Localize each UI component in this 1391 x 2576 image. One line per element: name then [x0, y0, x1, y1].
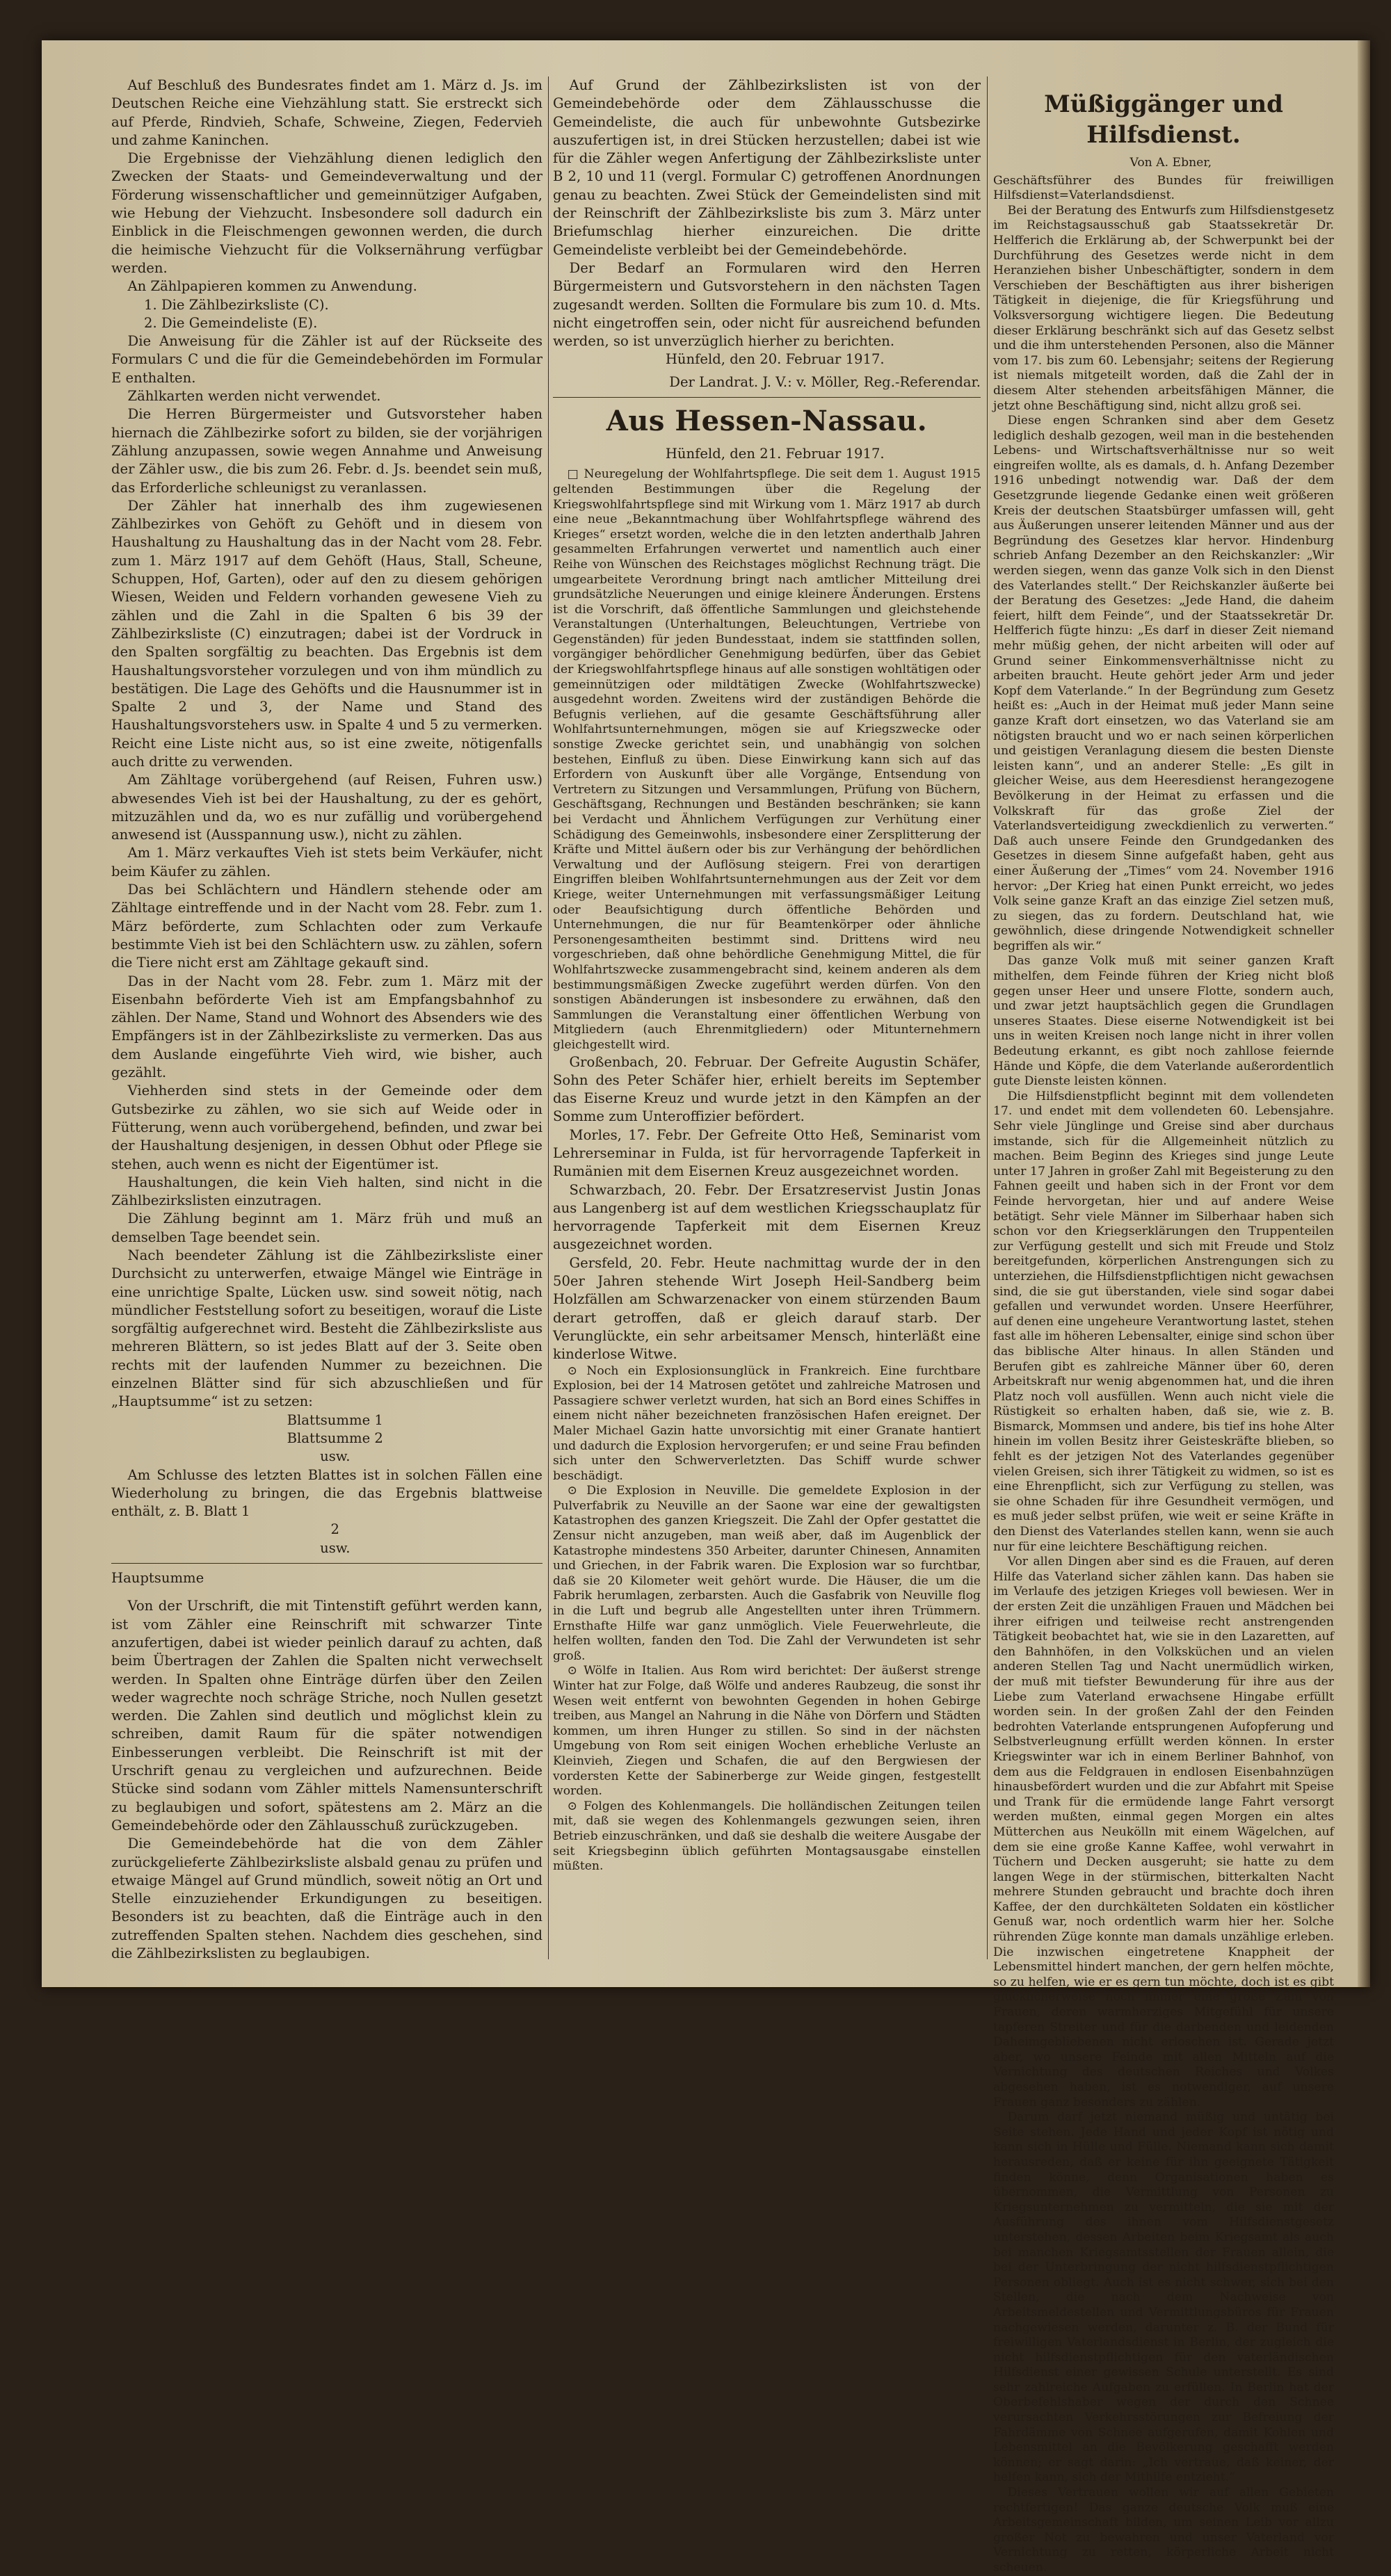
paragraph: Auf Grund der Zählbezirkslisten ist von der Gemeindebehörde oder dem Zählausschusse die Gemeindeliste, die auch für unbewohnte Gutsbezirke auszufertigen ist, in drei Stücken herzustellen; dabei ist wie für die Zähler wegen Anfertigung der Zählbezirksliste unter B 2, 10 und 11 (vergl. Formular C) getroffenen Anordnungen genau zu beachten. Zwei Stück der Gemeindelisten sind mit der Reinschrift der Zählbezirksliste bis zum 3. März unter Briefumschlag hierher einzureichen. Die dritte Gemeindeliste verbleibt bei der Gemeindebehörde. — [553, 77, 981, 258]
article: Morles, 17. Febr. Der Gefreite Otto Heß, Seminarist vom Lehrerseminar in Fulda, ist für hervorragende Tapferkeit in Rumänien mit dem Eisernen Kreuz ausgezeichnet worden. — [553, 1126, 981, 1180]
paragraph: Der Bedarf an Formularen wird den Herren Bürgermeistern und Gutsvorstehern in den nächsten Tagen zugesandt werden. Sollten die Formulare bis zum 10. d. Mts. nicht eingetroffen sein, oder nicht für ausreichend befunden werden, so ist unverzüglich hierher zu berichten. — [553, 259, 981, 350]
paragraph: Am Zähltage vorübergehend (auf Reisen, Fuhren usw.) abwesendes Vieh ist bei der Haushaltung, zu der es gehört, mitzuzählen und da, wo es nur zufällig und vorübergehend anwesend ist (Ausspannung usw.), nicht zu zählen. — [111, 772, 542, 843]
paragraph: Der Zähler hat innerhalb des ihm zugewiesenen Zählbezirkes von Gehöft zu Gehöft und in diesem von Haushaltung zu Haushaltung das in der Nacht vom 28. Febr. zum 1. März 1917 auf dem Gehöft (Haus, Stall, Scheune, Schuppen, Hof, Garten), oder auf den zu diesem gehörigen Wiesen, Weiden und Feldern vorhanden gewesene Vieh zu zählen und die Zahl in die Spalten 6 bis 39 der Zählbezirksliste (C) einzutragen; dabei ist der Vordruck in den Spalten sorgfältig zu beachten. Das Ergebnis ist dem Haushaltungsvorsteher vorzulegen und von ihm mündlich zu bestätigen. Die Lage des Gehöfts und die Hausnummer ist in Spalte 2 und 3, der Name und Stand des Haushaltungsvorstehers usw. in Spalte 4 und 5 zu vermerken. Reicht eine Liste nicht aus, so ist eine zweite, nötigenfalls auch dritte zu verwenden. — [111, 497, 542, 770]
sum-line: usw. — [320, 1539, 351, 1556]
divider — [111, 1563, 542, 1564]
dateline: Hünfeld, den 21. Februar 1917. — [665, 446, 885, 462]
article: Großenbach, 20. Februar. Der Gefreite Augustin Schäfer, Sohn des Peter Schäfer hier, erhielt bereits im September das Eiserne Kreuz und wurde jetzt in den Kämpfen an der Somme zum Unteroffizier befördert. — [553, 1053, 981, 1125]
list-item: 2. Die Gemeindeliste (E). — [144, 314, 318, 331]
paragraph: Das bei Schlächtern und Händlern stehende oder am Zähltage eintreffende und in der Nacht vom 28. Febr. zum 1. März beförderte, zum Schlachten oder zum Verkaufe bestimmte Vieh ist bei den Schlächtern usw. zu zählen, sofern die Tiere nicht erst am Zähltage gekauft sind. — [111, 882, 542, 971]
column-1 — [111, 76, 542, 1959]
article: ⊙ Noch ein Explosionsunglück in Frankreich. Eine furchtbare Explosion, bei der 14 Matrosen getötet und zahlreiche Matrosen und Passagiere schwer verletzt wurden, hat sich an Bord eines Schiffes in einem nicht näher bezeichneten französischen Hafen ereignet. Der Maler Michael Gazin hatte unvorsichtig mit einer Granate hantiert und dadurch die Explosion hervorgerufen; er und seine Frau befinden sich unter den Schwerverletzten. Das Schiff wurde schwer beschädigt. — [553, 1363, 981, 1483]
paragraph: Das in der Nacht vom 28. Febr. zum 1. März mit der Eisenbahn beförderte Vieh ist am Empfangsbahnhof zu zählen. Der Name, Stand und Wohnort des Absenders wie des Empfängers ist in der Zählbezirksliste zu vermerken. Das aus dem Auslande eingeführte Vieh wird, wie bisher, auch gezählt. — [111, 973, 542, 1081]
paragraph: Die Hilfsdienstpflicht beginnt mit dem vollendeten 17. und endet mit dem vollendeten 60. Lebensjahre. Sehr viele Jünglinge und Greise sind aber durchaus imstande, sich für die Allgemeinheit nützlich zu machen. Beim Beginn des Krieges sind junge Leute unter 17 Jahren in großer Zahl mit Begeisterung zu den Fahnen geeilt und haben sich in der Front vor dem Feinde hervorgetan, hier und auf andere Weise betätigt. Sehr viele Männer im Silberhaar haben sich schon vor den Kriegserklärungen den Truppenteilen zur Verfügung gestellt und sich mit Freude und Stolz bereitgefunden, körperlichen Anstrengungen sich zu unterziehen, die Hilfsdienstpflichtigen nicht gewachsen sind, die sie gut überstanden, viele sind sogar dabei gefallen und verwundet worden. Unsere Heerführer, auf denen eine ungeheure Verantwortung lastet, stehen fast alle im höheren Lebensalter, einige sind schon über das biblische Alter hinaus. In allen Ständen und Berufen gibt es zahlreiche Männer über 60, deren Arbeitskraft nur wenig abgenommen hat, und die ihren Platz noch voll ausfüllen. Wenn auch nicht viele die Rüstigkeit so erhalten haben, daß sie, wie z. B. Bismarck, Mommsen und andere, bis tief ins hohe Alter hinein im vollen Besitz ihrer Geisteskräfte blieben, so fehlt es der jetzigen Not des Vaterlandes gegenüber vielen Greisen, sich ihrer Tätigkeit zu widmen, so ist es eine Ehrenpflicht, sich zur Verfügung zu stellen, was sie ohne Schaden für ihre Gesundheit vermögen, und es muß jeder selbst prüfen, wie weit er seine Kräfte in den Dienst des Vaterlandes stellen kann, wenn sie auch nur für eine leichtere Beschäftigung reichen. — [993, 1089, 1334, 1554]
paragraph: Von der Urschrift, die mit Tintenstift geführt werden kann, ist vom Zähler eine Reinschrift mit schwarzer Tinte anzufertigen, dabei ist wieder peinlich darauf zu achten, daß beim Übertragen der Zahlen die Spalten nicht verwechselt werden. In Spalten ohne Einträge dürfen über den Zeilen weder wagrechte noch schräge Striche, noch Nullen gesetzt werden. Die Zahlen sind deutlich und möglichst klein zu schreiben, damit Raum für die später notwendigen Einbesserungen verbleibt. Die Reinschrift ist mit der Urschrift genau zu vergleichen und aufzurechnen. Beide Stücke sind sodann vom Zähler mittels Namensunterschrift zu beglaubigen und sofort, spätestens am 2. März an die Gemeindebehörde oder den Zählausschuß zurückzugeben. — [111, 1598, 542, 1833]
column-3 — [993, 89, 1334, 2575]
paragraph: Die Herren Bürgermeister und Gutsvorsteher haben hiernach die Zählbezirke sofort zu bilden, sie der vorjährigen Zählung anzupassen, sowie wegen Annahme und Anweisung der Zähler usw., die bis zum 26. Febr. d. Js. beendet sein muß, das Erforderliche schleunigst zu veranlassen. — [111, 406, 542, 496]
sum-line: Blattsumme 2 — [287, 1429, 383, 1446]
paragraph: Auf Beschluß des Bundesrates findet am 1. März d. Js. im Deutschen Reiche eine Viehzählung statt. Sie erstreckt sich auf Pferde, Rindvieh, Schafe, Schweine, Ziegen, Federvieh und zahme Kaninchen. — [111, 77, 542, 148]
sum-line: 2 — [330, 1521, 339, 1538]
byline-role: Geschäftsführer des Bundes für freiwilligen Hilfsdienst=Vaterlandsdienst. — [993, 173, 1334, 203]
paragraph: Vor allen Dingen aber sind es die Frauen, auf deren Hilfe das Vaterland sicher zählen kann. Das haben sie im Verlaufe des jetzigen Krieges voll bewiesen. Wer in der ersten Zeit die unzähligen Frauen und Mädchen bei ihrer eifrigen und teilweise recht anstrengenden Tätigkeit beobachtet hat, wie sie in den Lazaretten, auf den Bahnhöfen, in den Volksküchen und an vielen anderen Stellen Tag und Nacht unermüdlich wirken, der muß mit tiefster Bewunderung für ihre aus der Liebe zum Vaterland erwachsene Hingabe erfüllt worden sein. In der großen Zahl der den Feinden bedrohten Vaterlande entsprungenen Aufopferung und Selbstverleugnung erfüllt werden können. In erster Kriegswinter war ich in einem Berliner Bahnhof, von dem aus die Feldgrauen in endlosen Eisenbahnzügen hinausbefördert wurden und die zur Abfahrt mit Speise und Trank für die ermüdende lange Fahrt versorgt werden mußten, einmal gegen Morgen ein altes Mütterchen aus Neukölln mit einem Wägelchen, auf dem sie eine große Kanne Kaffee, wohl verwahrt in Tüchern und Decken ausgeruht; sie hatte zu dem langen Wege in der stürmischen, bitterkalten Nacht mehrere Stunden gebraucht und brachte doch ihren Kaffee, der den durchkälteten Soldaten ein köstlicher Genuß war, noch ordentlich warm hier her. Solche rührenden Züge konnte man damals unzählige erleben. Die inzwischen eingetretene Knappheit der Lebensmittel hindert manchen, der gern helfen möchte, so zu helfen, wie er es gern tun möchte, doch ist es gibt glücklicherweise noch immer eine große Zahl von Frauen, deren warmherziges Mitgefühl für unsere tapferen Streiter und für die darbenden und leidenden Daheimgebliebenen nicht erloschen ist. Gerade jetzt aber, wo unsere Feinde mit allen Mitteln auf die Vernichtung des deutschen Reiches und Volkes abgesehen haben, ist es notwendiger, auf unsere Frauen ganz besonders zu zählen. — [993, 1555, 1334, 2109]
column-2 — [553, 76, 981, 1959]
column-rule-2 — [987, 76, 988, 1959]
paragraph: Die Ergebnisse der Viehzählung dienen lediglich den Zwecken der Staats- und Gemeindeverwaltung und der Förderung wissenschaftlicher und gemeinnütziger Aufgaben, wie Hebung der Viehzucht. Insbesondere soll dadurch ein Einblick in die Fleischmengen gewonnen werden, die durch die heimische Viehzucht für die Volksernährung verfügbar werden. — [111, 150, 542, 276]
sum-line: Blattsumme 1 — [287, 1411, 383, 1428]
sum-line: usw. — [320, 1448, 351, 1465]
article-title: Müßiggänger und Hilfsdienst. — [1044, 90, 1283, 149]
article: Schwarzbach, 20. Febr. Der Ersatzreservist Justin Jonas aus Langenberg ist auf dem westlichen Kriegsschauplatz für hervorragende Tapferkeit mit dem Eisernen Kreuz ausgezeichnet worden. — [553, 1181, 981, 1253]
paragraph: Das ganze Volk muß mit seiner ganzen Kraft mithelfen, dem Feinde führen der Krieg nicht bloß gegen unser Heer und unsere Flotte, sondern auch, und zwar jetzt hauptsächlich gegen die Grundlagen unseres Staates. Diese eiserne Notwendigkeit ist bei uns in weiten Kreisen noch lange nicht in ihrer vollen Bedeutung erkannt, es gibt noch zahllose feiernde Hände und Köpfe, die dem Vaterlande außerordentlich gute Dienste leisten können. — [993, 954, 1334, 1089]
list-item: 1. Die Zählbezirksliste (C). — [144, 296, 329, 313]
section-headline: Aus Hessen-Nassau. — [606, 405, 928, 438]
dateline: Hünfeld, den 20. Februar 1917. — [665, 351, 885, 368]
paragraph: Zählkarten werden nicht verwendet. — [127, 388, 381, 405]
total-label: Hauptsumme — [111, 1570, 204, 1587]
paragraph: Am 1. März verkauftes Vieh ist stets beim Verkäufer, nicht beim Käufer zu zählen. — [111, 845, 542, 880]
paragraph: An Zählpapieren kommen zu Anwendung. — [127, 278, 417, 295]
byline: Von A. Ebner, — [1129, 156, 1212, 170]
article: □ Neuregelung der Wohlfahrtspflege. Die seit dem 1. August 1915 geltenden Bestimmungen über die Regelung der Kriegswohlfahrtspflege sind mit Wirkung vom 1. März 1917 ab durch eine neue „Bekanntmachung über Wohlfahrtspflege während des Krieges“ ersetzt worden, welche die in den letzten anderthalb Jahren gesammelten Erfahrungen verwertet und namentlich auch einer Reihe von Wünschen des Reichstages möglichst Rechnung trägt. Die umgearbeitete Verordnung bringt nach amtlicher Mitteilung drei grundsätzliche Neuerungen und einige kleinere Änderungen. Erstens ist die Vorschrift, daß öffentliche Sammlungen und gleichstehende Veranstaltungen (Unterhaltungen, Beleuchtungen, Vertriebe von Gegenständen) für jeden Bundesstaat, indem sie stattfinden sollen, vorgängiger behördlicher Genehmigung bedürfen, über das Gebiet der Kriegswohlfahrtspflege hinaus auf alle sonstigen wohltätigen oder gemeinnützigen oder mildtätigen Zwecke (Wohlfahrtszwecke) ausgedehnt worden. Zweitens wird der zuständigen Behörde die Befugnis verliehen, auf die gesamte Geschäftsführung aller Wohlfahrtsunternehmungen, mögen sie auf Kriegszwecke oder sonstige Zwecke gerichtet sein, und unabhängig von solchen bestehen, Einfluß zu üben. Diese Einwirkung kann sich auf das Erfordern von Auskunft über alle Vorgänge, Entsendung von Vertretern zu Sitzungen und Versammlungen, Prüfung von Büchern, Geschäftsgang, Rechnungen und Beständen beschränken; sie kann bei Verdacht und Ähnlichem Verfügungen zur Verhütung einer Schädigung des Gemeinwohls, insbesondere einer Zersplitterung der Kräfte und Mittel äußern oder bis zur Verhängung der behördlichen Verwaltung und der Auflösung steigern. Frei von derartigen Eingriffen bleiben Wohlfahrtsunternehmungen aus der Zeit vor dem Kriege, weiter Unternehmungen mit verfassungsmäßiger Leitung oder Beaufsichtigung durch öffentliche Behörden und Unternehmungen, die nur für Beamtenkörper oder ähnliche Personengesamtheiten bestimmt sind. Drittens wird neu vorgeschrieben, daß ohne behördliche Genehmigung Mittel, die für Wohlfahrtszwecke zusammengebracht sind, keinem anderen als dem bestimmungsmäßigen Zwecke zugeführt werden dürfen. Von den sonstigen Abänderungen ist insbesondere zu erwähnen, daß den Sammlungen die Veranstaltung einer öffentlichen Werbung von Mitgliedern (auch Ehrenmitgliedern) oder Mitunternehmern gleichgestellt wird. — [553, 467, 981, 1052]
paragraph: Diese engen Schranken sind aber dem Gesetz lediglich deshalb gezogen, weil man in die bestehenden Lebens- und Wirtschaftsverhältnisse nur so weit eingreifen wollte, als es damals, d. h. Anfang Dezember 1916 unbedingt notwendig war. Daß der dem Gesetzgrunde liegende Gedanke einen weit größeren Kreis der deutschen Staatsbürger umfassen will, geht aus Äußerungen unserer leitenden Männer und aus der Begründung des Gesetzes klar hervor. Hindenburg schrieb Anfang Dezember an den Reichskanzler: „Wir werden siegen, wenn das ganze Volk sich in den Dienst des Vaterlandes stellt.“ Der Reichskanzler äußerte bei der Beratung des Gesetzes: „Jede Hand, die daheim feiert, hilft dem Feinde“, und der Staatssekretär Dr. Helfferich fügte hinzu: „Es darf in dieser Zeit niemand mehr müßig gehen, der nicht arbeiten will oder auf Grund seiner Einkommensverhältnisse nicht zu arbeiten braucht. Heute gehört jeder Arm und jeder Kopf dem Vaterlande.“ In der Begründung zum Gesetz heißt es: „Auch in der Heimat muß jeder Mann seine ganze Kraft dort einsetzen, wo das Vaterland sie am nötigsten braucht und wo er nach seinen körperlichen und geistigen Veranlagung diesem die besten Dienste leisten kann“, und an anderer Stelle: „Es gilt in gleicher Weise, aus dem Heeresdienst herangezogene Bevölkerung in der Heimat zu erfassen und die Volkskraft für das große Ziel der Vaterlandsverteidigung zweckdienlich zu verwerten.“ Daß auch unsere Feinde den Grundgedanken des Gesetzes in diesem Sinne aufgefaßt haben, geht aus einer Äußerung der „Times“ vom 24. November 1916 hervor: „Der Krieg hat einen Punkt erreicht, wo jedes Volk seine ganze Kraft an das einzige Ziel setzen muß, zu siegen, das zu fordern. Deutschland hat, wie gewöhnlich, diese dringende Notwendigkeit schneller begriffen als wir.“ — [993, 414, 1334, 953]
article: ⊙ Wölfe in Italien. Aus Rom wird berichtet: Der äußerst strenge Winter hat zur Folge, daß Wölfe und anderes Raubzeug, die sonst ihr Wesen weit entfernt von bewohnten Gegenden in hohen Gebirge treiben, aus Mangel an Nahrung in die Nähe von Dörfern und Städten kommen, um ihren Hunger zu stillen. So sind in der nächsten Umgebung von Rom seit einigen Wochen erhebliche Verluste an Kleinvieh, Ziegen und Schafen, die auf den Bergwiesen der vordersten Kette der Sabinerberge zur Weide gingen, festgestellt worden. — [553, 1664, 981, 1799]
article: ⊙ Folgen des Kohlenmangels. Die holländischen Zeitungen teilen mit, daß sie wegen des Kohlenmangels gezwungen seien, ihren Betrieb einzuschränken, und daß sie deshalb die weitere Ausgabe der seit Kriegsbeginn üblich geführten Montagsausgabe einstellen müßten. — [553, 1799, 981, 1874]
paragraph: Die Zählung beginnt am 1. März früh und muß an demselben Tage beendet sein. — [111, 1210, 542, 1245]
paragraph: Haushaltungen, die kein Vieh halten, sind nicht in die Zählbezirkslisten einzutragen. — [111, 1174, 542, 1209]
article: Gersfeld, 20. Febr. Heute nachmittag wurde der in den 50er Jahren stehende Wirt Joseph Heil-Sandberg beim Holzfällen am Schwarzenacker von einem stürzenden Baum derart getroffen, daß er gleich darauf starb. Der Verunglückte, ein sehr arbeitsamer Mensch, hinterläßt eine kinderlose Witwe. — [553, 1254, 981, 1363]
paragraph: Dieses Vertrauen wollen wir auf allen Gebieten rechtfertigen! Das ganze deutsche Volk muß eine Arbeitsgemeinschaft bilden, um seinen Leib vor allzu großer Not zu bewahren und unser Vaterland vor Vernichtung zu retten, körperliche Arbeit nicht scheuen. — [993, 2486, 1334, 2575]
paragraph: Darum darf jetzt niemand müßig und untätig bei Seite stehen. Jede Hand und jeder Kopf ist nötig und kann sich in Hülle und Fülle. Niemand kann sich damit herausreden, daß er keine für ihn geeignete Tätigkeit finden könne, denn Organisationen haben es übernommen, die Vermittlung von Personen zu Kriegsunternehmen zu vermitteln, die sie mit der Ausführung des ihnen vom Hilfsdienstgesetz unterstehen, dessen Arbeiten beim Kriegsamt als auch bei manchen Kriegsamtsstellen der Frauen allein, die bei der Unterbringung der nicht hilfsdienstpflichtigen Personen obliegt. Auch ist es nicht schwer, sich bei den Stellen, die nach dem Nachweise von Arbeitsmeldestellen und Vermittlungsbüros für Frauen nachgewiesen werden, darunter z. B. der Bund für freiwilligen Vaterlandsdienst in Berlin, der zugleich die nicht hilfsdienstpflichtigen für den vaterländischen Hilfsdienst einer gewissen Schule unterstellt. Es sind sehr zahlreiche Aufgaben zu erfüllen. In Berlin hat der Oberbefehlshaber wegen der durch den Schnee verursachten Verkehrsstörungen zur Befreiung der Fahrdämme von Schnee aufgerufen, damit Kohlen und Lebensmittel an die Bevölkerung geschafft werden können; er sagt darin: „Ich vertraue, daß keiner, der helfen kann, sich der Mithilfe entzieht.“ — [993, 2110, 1334, 2485]
paragraph: Am Schlusse des letzten Blattes ist in solchen Fällen eine Wiederholung zu bringen, die das Ergebnis blattweise enthält, z. B. Blatt 1 — [111, 1466, 542, 1520]
paragraph: Die Anweisung für die Zähler ist auf der Rückseite des Formulars C und die für die Gemeindebehörden im Formular E enthalten. — [111, 333, 542, 386]
signature: Der Landrat. J. V.: v. Möller, Reg.-Referendar. — [669, 373, 981, 390]
paragraph: Nach beendeter Zählung ist die Zählbezirksliste einer Durchsicht zu unterwerfen, etwaige Mängel wie Einträge in eine unrichtige Spalte, Lücken usw. sind soweit nötig, nach mündlicher Feststellung sofort zu beseitigen, worauf die Liste sorgfältig aufgerechnet wird. Besteht die Zählbezirksliste aus mehreren Blättern, so ist jedes Blatt auf der 3. Seite oben rechts mit der laufenden Nummer zu bezeichnen. Die einzelnen Blätter sind für sich abzuschließen und für „Hauptsumme“ ist zu setzen: — [111, 1247, 542, 1410]
page-edge-shadow — [1358, 40, 1370, 1987]
article: ⊙ Die Explosion in Neuville. Die gemeldete Explosion in der Pulverfabrik zu Neuville an der Saone war eine der gewaltigsten Katastrophen des ganzen Kriegszeit. Die Zahl der Opfer gestattet die Zensur nicht anzugeben, man weiß aber, daß im Augenblick der Katastrophe mindestens 350 Arbeiter, darunter Chinesen, Annamiten und Griechen, in der Fabrik waren. Die Explosion war so furchtbar, daß sie 20 Kilometer weit gehört wurde. Die Häuser, die um die Fabrik herumlagen, zerbarsten. Auch die Gasfabrik von Neuville flog in die Luft und begrub alle Angestellten unter ihren Trümmern. Ernsthafte Hilfe war ganz unmöglich. Viele Feuerwehrleute, die helfen wollten, fanden den Tod. Die Zahl der Verwundeten ist sehr groß. — [553, 1484, 981, 1663]
paragraph: Viehherden sind stets in der Gemeinde oder dem Gutsbezirke zu zählen, wo sie sich auf Weide oder in Fütterung, wenn auch vorübergehend, befinden, und zwar bei der Haushaltung desjenigen, in dessen Obhut oder Pflege sie stehen, auch wenn es nicht der Eigentümer ist. — [111, 1083, 542, 1172]
paragraph: Die Gemeindebehörde hat die von dem Zähler zurückgelieferte Zählbezirksliste alsbald genau zu prüfen und etwaige Mängel auf Grund mündlich, soweit nötig an Ort und Stelle einzuziehender Erkundigungen zu beseitigen. Besonders ist zu beachten, daß die Einträge auch in den zutreffenden Spalten stehen. Nachdem dies geschehen, sind die Zählbezirkslisten zu beglaubigen. — [111, 1836, 542, 1961]
divider — [553, 397, 981, 398]
paragraph: Bei der Beratung des Entwurfs zum Hilfsdienstgesetz im Reichstagsausschuß gab Staatssekretär Dr. Helfferich die Erklärung ab, der Schwerpunkt bei der Durchführung des Gesetzes werde nicht in dem Heranziehen bisher Unbeschäftigter, sondern in dem Verschieben der Beschäftigten aus ihrer bisherigen Tätigkeit in diejenige, die für Kriegsführung und Volksversorgung wichtigere liegen. Die Bedeutung dieser Erklärung beschränkt sich auf das Gesetz selbst und die ihm unterstehenden Personen, also die Männer vom 17. bis zum 60. Lebensjahr; seitens der Regierung ist niemals mitgeteilt worden, daß die Zahl der in diesem Alter stehenden arbeitsfähigen Männer, die jetzt ohne Beschäftigung sind, nicht allzu groß sei. — [993, 203, 1334, 413]
newspaper-page — [42, 40, 1370, 2575]
column-rule-1 — [548, 76, 549, 1959]
